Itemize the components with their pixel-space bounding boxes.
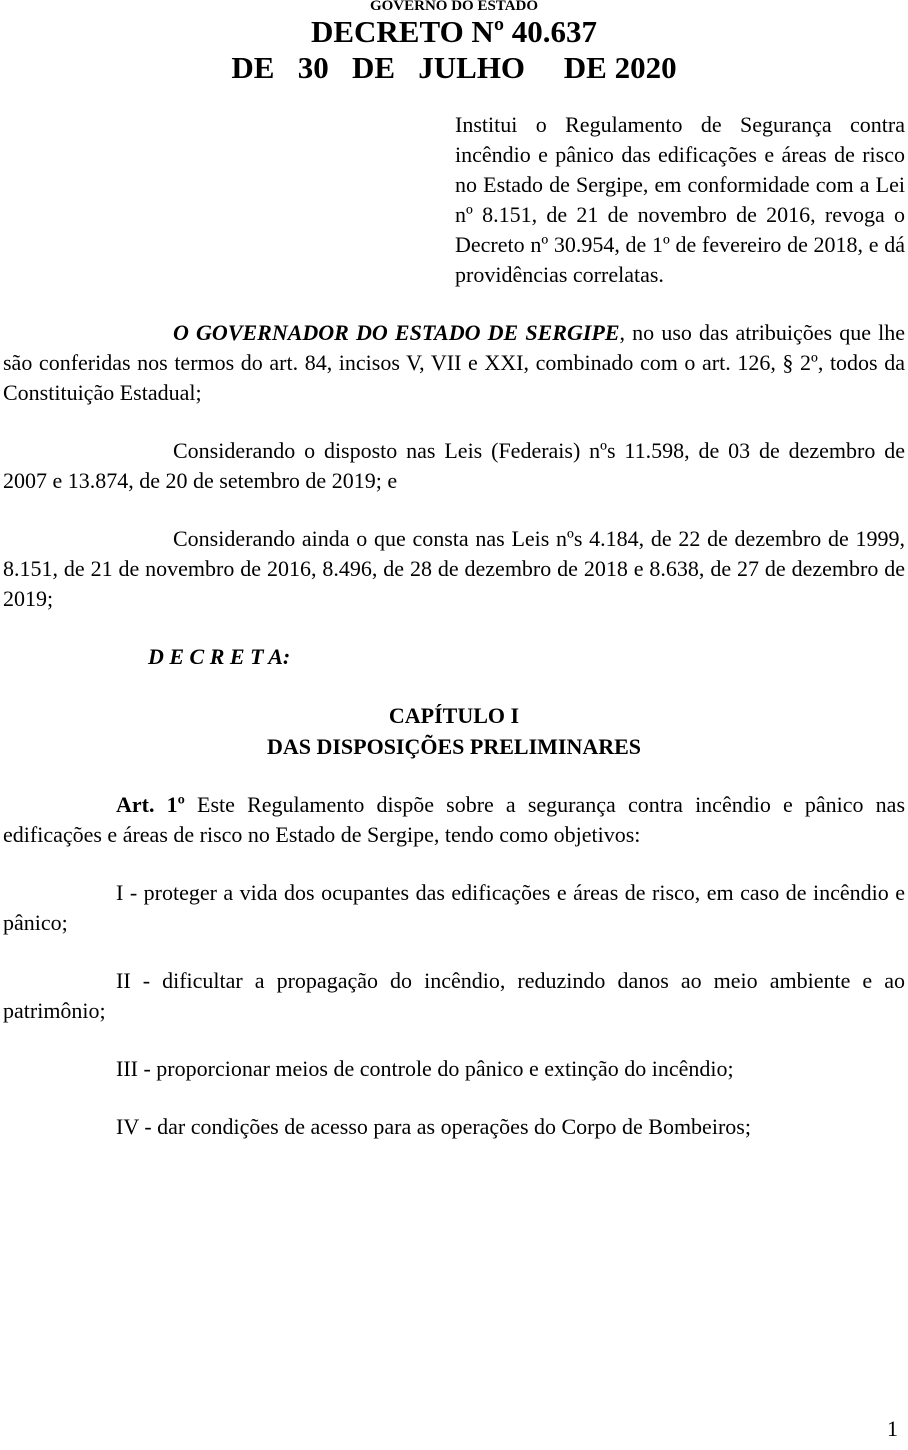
- considerando-paragraph-1: Considerando o disposto nas Leis (Federais) nºs 11.598, de 03 de dezembro de 2007 e 13.874, de 20 de setembro de 2019; e: [3, 438, 905, 493]
- article-1-label: Art. 1º: [116, 792, 185, 817]
- item-III: III - proporcionar meios de controle do pânico e extinção do incêndio;: [116, 1056, 734, 1081]
- preamble-rest: , no uso das atribuições que lhe são conferidas nos termos do art. 84, incisos V, VII e XXI, combinado com o art. 126, § 2º, todos da Constituição Estadual;: [3, 320, 905, 405]
- decree-date-line: DE 30 DE JULHO DE 2020: [231, 50, 677, 85]
- chapter-number: CAPÍTULO I: [388, 703, 520, 728]
- preamble-paragraph: [3, 318, 905, 408]
- item-I: I - proteger a vida dos ocupantes das edificações e áreas de risco, em caso de incêndio e pânico;: [3, 880, 905, 935]
- item-IV: IV - dar condições de acesso para as operações do Corpo de Bombeiros;: [116, 1114, 751, 1139]
- decreta-line: D E C R E T A:: [148, 644, 291, 669]
- article-1-paragraph: [3, 790, 905, 850]
- decree-title: DECRETO Nº 40.637: [310, 14, 598, 49]
- considerando-paragraph-2: Considerando ainda o que consta nas Leis nºs 4.184, de 22 de dezembro de 1999, 8.151, de 21 de novembro de 2016, 8.496, de 28 de dezembro de 2018 e 8.638, de 27 de dezembro de 2019;: [3, 526, 905, 611]
- org-header: GOVERNO DO ESTADO: [369, 0, 539, 14]
- chapter-title: DAS DISPOSIÇÕES PRELIMINARES: [266, 734, 642, 759]
- item-II: II - dificultar a propagação do incêndio, reduzindo danos ao meio ambiente e ao patrimônio;: [3, 968, 905, 1023]
- preamble-lead: O GOVERNADOR DO ESTADO DE SERGIPE: [173, 320, 620, 345]
- ementa-summary: Institui o Regulamento de Segurança contra incêndio e pânico das edificações e áreas de risco no Estado de Sergipe, em conformidade com a Lei nº 8.151, de 21 de novembro de 2016, revoga o Decreto nº 30.954, de 1º de fevereiro de 2018, e dá providências correlatas.: [455, 112, 905, 287]
- chapter-heading: [3, 700, 905, 762]
- page-number: 1: [887, 1416, 898, 1441]
- article-1-text: Este Regulamento dispõe sobre a segurança contra incêndio e pânico nas edificações e áreas de risco no Estado de Sergipe, tendo como objetivos:: [3, 792, 906, 847]
